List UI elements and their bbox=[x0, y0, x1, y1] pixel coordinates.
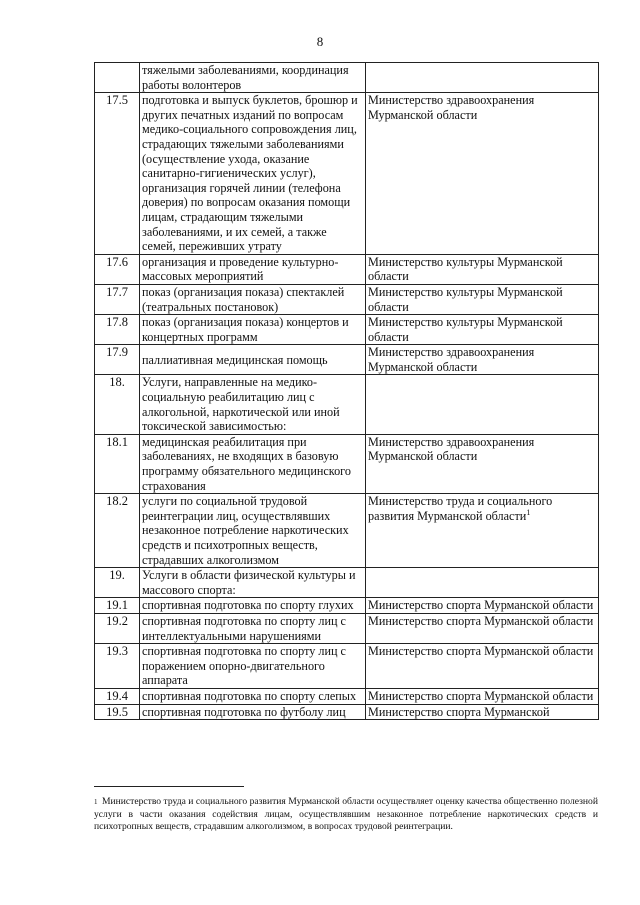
service-description: услуги по социальной трудовой реинтеграции лиц, осуществлявших незаконное потребление наркотических средств и психотропных веществ, страдавших алкоголизмом bbox=[140, 494, 366, 568]
table-row bbox=[95, 345, 599, 375]
table-row bbox=[95, 375, 599, 434]
table-row bbox=[95, 644, 599, 689]
row-number: 19.4 bbox=[95, 688, 140, 704]
footnote-mark: 1 bbox=[94, 798, 98, 806]
table-row bbox=[95, 688, 599, 704]
footnote bbox=[94, 796, 598, 834]
service-description: показ (организация показа) спектаклей (театральных постановок) bbox=[140, 284, 366, 314]
services-table bbox=[94, 62, 599, 720]
service-description: медицинская реабилитация при заболеваниях, не входящих в базовую программу обязательного медицинского страхования bbox=[140, 434, 366, 493]
row-number: 17.7 bbox=[95, 284, 140, 314]
table-row bbox=[95, 568, 599, 598]
table-row bbox=[95, 434, 599, 493]
responsible-organization: Министерство спорта Мурманской bbox=[366, 704, 599, 720]
responsible-organization: Министерство здравоохранения Мурманской области bbox=[366, 434, 599, 493]
table-row bbox=[95, 598, 599, 614]
row-number: 19. bbox=[95, 568, 140, 598]
service-description: спортивная подготовка по спорту лиц с поражением опорно-двигательного аппарата bbox=[140, 644, 366, 689]
row-number bbox=[95, 63, 140, 93]
row-number: 17.9 bbox=[95, 345, 140, 375]
table-row bbox=[95, 254, 599, 284]
row-number: 18.2 bbox=[95, 494, 140, 568]
responsible-organization: Министерство спорта Мурманской области bbox=[366, 598, 599, 614]
row-number: 19.3 bbox=[95, 644, 140, 689]
responsible-organization: Министерство спорта Мурманской области bbox=[366, 688, 599, 704]
service-description: тяжелыми заболеваниями, координация работы волонтеров bbox=[140, 63, 366, 93]
responsible-organization: Министерство здравоохранения Мурманской области bbox=[366, 93, 599, 255]
service-description: Услуги, направленные на медико-социальную реабилитацию лиц с алкогольной, наркотической или иной токсической зависимостью: bbox=[140, 375, 366, 434]
row-number: 19.2 bbox=[95, 613, 140, 643]
responsible-organization: Министерство здравоохранения Мурманской области bbox=[366, 345, 599, 375]
row-number: 19.1 bbox=[95, 598, 140, 614]
service-description: Услуги в области физической культуры и массового спорта: bbox=[140, 568, 366, 598]
table-row bbox=[95, 704, 599, 720]
row-number: 17.6 bbox=[95, 254, 140, 284]
organization-name: Министерство труда и социального развития Мурманской области bbox=[368, 494, 553, 523]
row-number: 17.5 bbox=[95, 93, 140, 255]
service-description: спортивная подготовка по спорту слепых bbox=[140, 688, 366, 704]
responsible-organization: Министерство спорта Мурманской области bbox=[366, 613, 599, 643]
row-number: 17.8 bbox=[95, 315, 140, 345]
table-row bbox=[95, 315, 599, 345]
table-row bbox=[95, 494, 599, 568]
table-row bbox=[95, 63, 599, 93]
table-row bbox=[95, 93, 599, 255]
footnote-separator bbox=[94, 786, 244, 787]
responsible-organization bbox=[366, 375, 599, 434]
service-description: подготовка и выпуск буклетов, брошюр и других печатных изданий по вопросам медико-социального сопровождения лиц, страдающих тяжелыми заболеваниями (осуществление ухода, оказание санитарно-гигиенических услуг), организация горячей линии (телефона доверия) по вопросам оказания помощи лицам, страдающим тяжелыми заболеваниями, и их семей, а также семей, переживших утрату bbox=[140, 93, 366, 255]
row-number: 19.5 bbox=[95, 704, 140, 720]
service-description: паллиативная медицинская помощь bbox=[140, 345, 366, 375]
responsible-organization: Министерство культуры Мурманской области bbox=[366, 254, 599, 284]
responsible-organization bbox=[366, 494, 599, 568]
footnote-text: Министерство труда и социального развития Мурманской области осуществляет оценку качества общественно полезной услуги в части оказания содействия лицам, осуществлявшим незаконное потребление наркотических средств и психотропных веществ, страдавшим алкоголизмом, в вопросах трудовой реинтеграции. bbox=[94, 796, 598, 833]
row-number: 18. bbox=[95, 375, 140, 434]
service-description: спортивная подготовка по спорту глухих bbox=[140, 598, 366, 614]
table-row bbox=[95, 613, 599, 643]
row-number: 18.1 bbox=[95, 434, 140, 493]
responsible-organization: Министерство культуры Мурманской области bbox=[366, 284, 599, 314]
service-description: организация и проведение культурно-массовых мероприятий bbox=[140, 254, 366, 284]
responsible-organization bbox=[366, 568, 599, 598]
service-description: спортивная подготовка по спорту лиц с интеллектуальными нарушениями bbox=[140, 613, 366, 643]
service-description: показ (организация показа) концертов и концертных программ bbox=[140, 315, 366, 345]
responsible-organization bbox=[366, 63, 599, 93]
responsible-organization: Министерство культуры Мурманской области bbox=[366, 315, 599, 345]
responsible-organization: Министерство спорта Мурманской области bbox=[366, 644, 599, 689]
page-number: 8 bbox=[316, 34, 324, 49]
table-row bbox=[95, 284, 599, 314]
footnote-reference: 1 bbox=[526, 507, 531, 517]
service-description: спортивная подготовка по футболу лиц bbox=[140, 704, 366, 720]
